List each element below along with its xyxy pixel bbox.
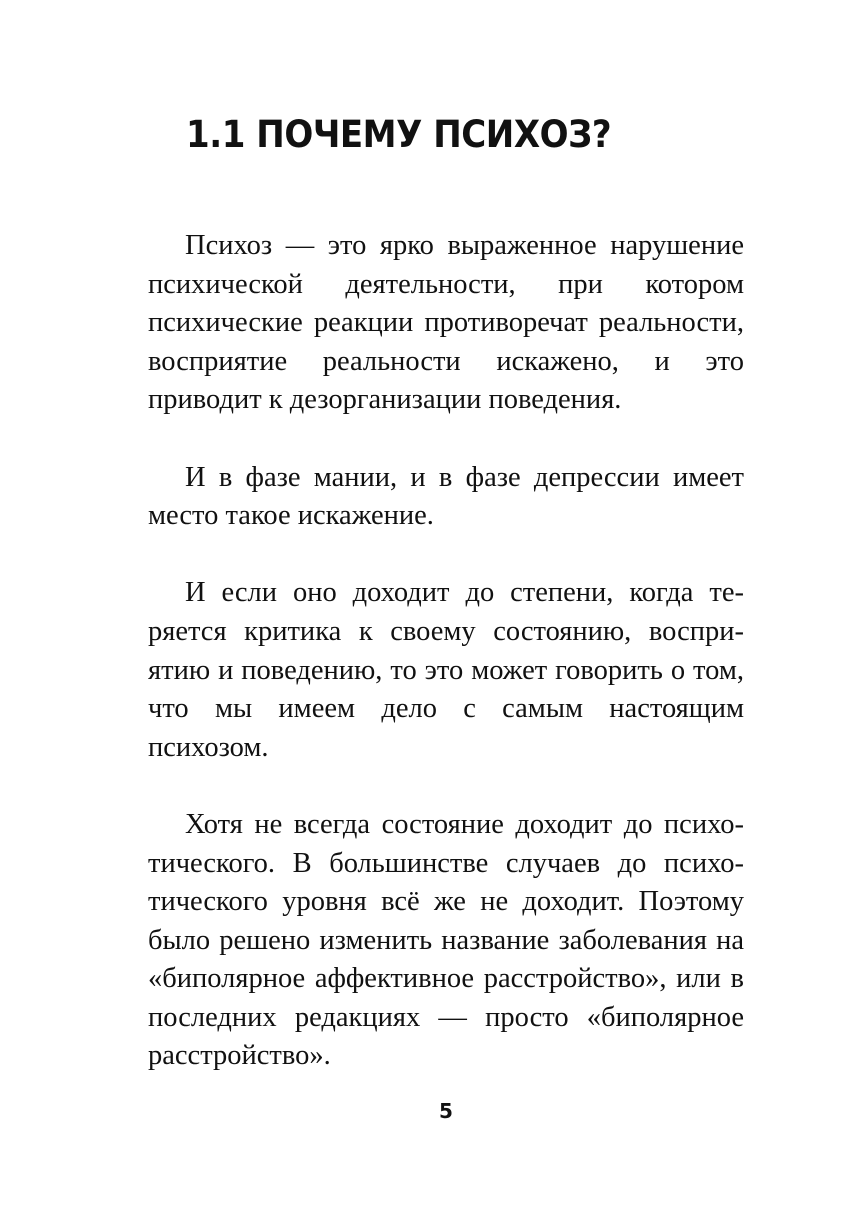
section-heading: 1.1 ПОЧЕМУ ПСИХОЗ? bbox=[186, 113, 612, 156]
paragraph: Хотя не всегда состояние доходит до психотического. В большинстве случаев до психотического уровня всё же не доходит. Поэтому было решено изменить название заболевания на «биполярное аффективное расстройство», или в последних редакциях — просто «биполярное расстройство». bbox=[148, 808, 744, 1072]
paragraph: Психоз — это ярко выраженное нарушение психической деятельности, при котором психические реакции противоречат реальности, восприятие реальности искажено, и это приводит к дезорганизации поведения. bbox=[148, 230, 744, 416]
paragraph: И в фазе мании, и в фазе депрессии имеет место такое искажение. bbox=[148, 461, 744, 532]
body-text bbox=[148, 227, 744, 1076]
page-number: 5 bbox=[439, 1099, 453, 1123]
paragraph: И если оно доходит до степени, когда теряется критика к своему состоянию, восприятию и поведению, то это может говорить о том, что мы имеем дело с самым настоящим психозом. bbox=[148, 577, 744, 763]
